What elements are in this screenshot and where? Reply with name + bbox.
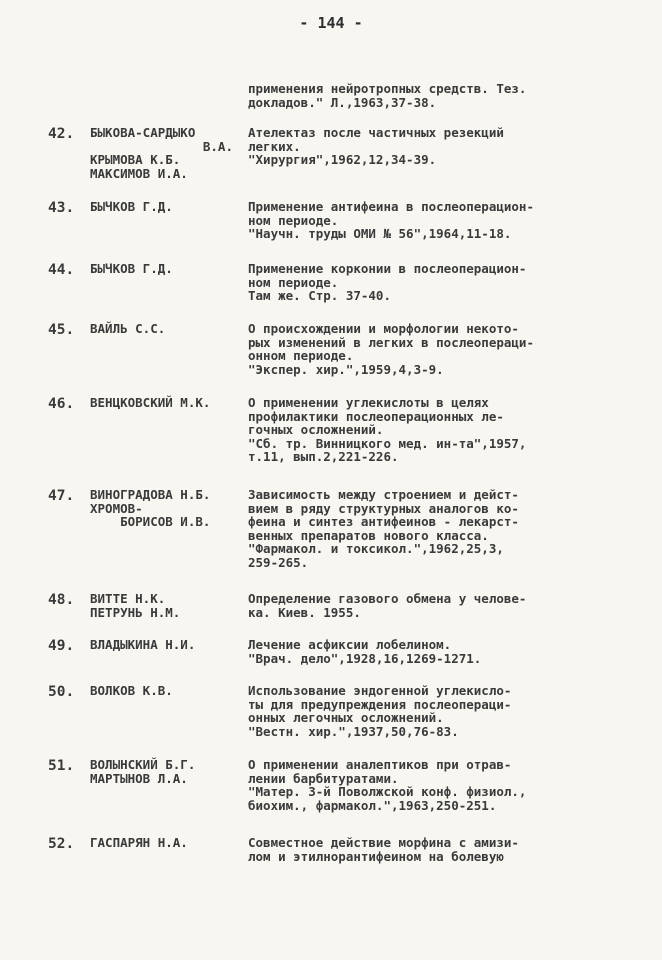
entry-number: 46. [48,396,75,412]
author-line: ПЕТРУНЬ Н.М. [90,604,181,620]
text-line: О применении аналептиков при отрав- [248,757,512,772]
text-line: гочных осложнений. [248,422,384,437]
entry-number: 51. [48,758,75,774]
entry-text [248,262,628,303]
text-line: Определение газового обмена у челове- [248,591,527,606]
entry-authors [90,396,250,410]
author-line: БЫКОВА-САРДЫКО [90,125,196,140]
text-line: 259-265. [248,554,309,570]
text-line: феина и синтез антифеинов - лекарст- [248,514,519,529]
author-line: ВИТТЕ Н.К. [90,591,166,606]
entry-number: 52. [48,836,75,852]
entry-authors [90,322,250,336]
entry-text [248,126,628,167]
text-line: О применении углекислоты в целях [248,395,489,410]
continuation-text [248,82,628,109]
entry-number: 42. [48,126,75,142]
text-line: "Матер. 3-й Поволжской конф. физиол., [248,784,527,799]
text-line: онном периоде. [248,348,354,363]
author-line: ВОЛЫНСКИЙ Б.Г. [90,757,196,772]
text-line: лении барбитуратами. [248,770,399,786]
text-line: "Вестн. хир.",1937,50,76-83. [248,723,459,739]
entry-text [248,684,628,738]
entry-text [248,638,628,665]
entry-number: 48. [48,592,75,608]
page-number: - 144 - [299,14,363,32]
text-line: профилактики послеоперационных ле- [248,408,504,424]
text-line: Применение антифеина в послеоперацион- [248,199,534,214]
entry-authors [90,200,250,214]
entry-text [248,592,628,619]
text-line: ном периоде. [248,274,339,290]
entry-number: 45. [48,322,75,338]
entry-authors [90,488,250,529]
author-line: МАКСИМОВ И.А. [90,165,188,181]
text-line: Ателектаз после частичных резекций [248,125,504,140]
text-line: Использование эндогенной углекисло- [248,683,512,698]
text-line: ты для предупреждения послеопераци- [248,696,512,712]
text-line: О происхождении и морфологии некото- [248,321,519,336]
entry-number: 44. [48,262,75,278]
text-line: Там же. Стр. 37-40. [248,288,391,303]
author-line: КРЫМОВА К.Б. [90,152,181,167]
author-line: ХРОМОВ- [90,500,143,516]
entry-number: 43. [48,200,75,216]
entry-authors [90,262,250,276]
text-line: "Фармакол. и токсикол.",1962,25,3, [248,541,504,556]
author-line: ВЕНЦКОВСКИЙ М.К. [90,395,211,410]
author-line: ВЛАДЫКИНА Н.И. [90,637,196,652]
text-line: Лечение асфиксии лобелином. [248,637,452,652]
entry-number: 49. [48,638,75,654]
entry-authors [90,836,250,850]
text-line: рых изменений в легких в послеопераци- [248,334,534,350]
entry-authors [90,592,250,619]
text-line: лом и этилнорантифеином на болевую [248,848,504,864]
entry-authors [90,684,250,698]
entry-text [248,488,628,569]
text-line: ном периоде. [248,212,339,228]
text-line: докладов." Л.,1963,37-38. [248,94,437,110]
entry-authors [90,758,250,785]
text-line: "Экспер. хир.",1959,4,3-9. [248,361,444,377]
author-line: БЫЧКОВ Г.Д. [90,199,173,214]
text-line: биохим., фармакол.",1963,250-251. [248,797,497,813]
entry-text [248,322,628,376]
author-line: ГАСПАРЯН Н.А. [90,835,188,850]
author-line: ВОЛКОВ К.В. [90,683,173,698]
author-line: МАРТЫНОВ Л.А. [90,770,188,786]
entry-authors [90,638,250,652]
author-line: БОРИСОВ И.В. [90,514,211,529]
author-line: БЫЧКОВ Г.Д. [90,261,173,276]
text-line: венных препаратов нового класса. [248,527,489,543]
entry-number: 50. [48,684,75,700]
text-line: Совместное действие морфина с амизи- [248,835,519,850]
author-line: ВАЙЛЬ С.С. [90,321,166,336]
text-line: применения нейротропных средств. Тез. [248,81,527,96]
text-line: ка. Киев. 1955. [248,604,361,620]
text-line: "Хирургия",1962,12,34-39. [248,152,437,167]
entry-authors [90,126,250,180]
text-line: Зависимость между строением и дейст- [248,487,519,502]
text-line: "Научн. труды ОМИ № 56",1964,11-18. [248,226,512,241]
entry-number: 47. [48,488,75,504]
author-line: ВИНОГРАДОВА Н.Б. [90,487,211,502]
entry-text [248,396,628,464]
entry-text [248,758,628,812]
text-line: вием в ряду структурных аналогов ко- [248,500,519,516]
text-line: Применение корконии в послеоперацион- [248,261,527,276]
text-line: онных легочных осложнений. [248,710,444,725]
text-line: легких. [248,138,301,154]
text-line: т.11, вып.2,221-226. [248,449,399,464]
text-line: "Сб. тр. Винницкого мед. ин-та",1957, [248,435,527,451]
entry-text [248,200,628,241]
text-line: "Врач. дело",1928,16,1269-1271. [248,650,482,666]
author-line: В.А. [90,138,233,154]
entry-text [248,836,628,863]
